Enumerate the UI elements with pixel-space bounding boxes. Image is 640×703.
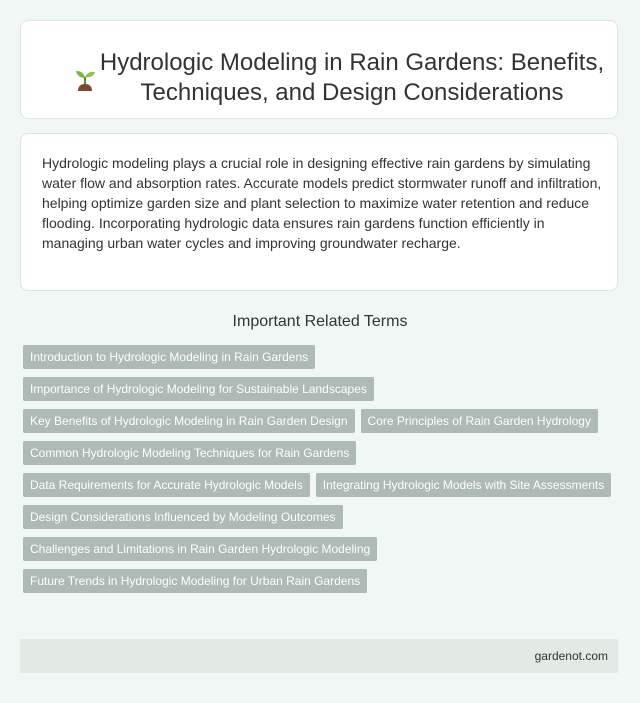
related-term-tag[interactable]: Integrating Hydrologic Models with Site Assessments [316, 473, 611, 497]
page-title: Hydrologic Modeling in Rain Gardens: Benefits, Techniques, and Design Considerations [99, 49, 605, 106]
related-term-tag[interactable]: Core Principles of Rain Garden Hydrology [361, 409, 598, 433]
summary-text: Hydrologic modeling plays a crucial role in designing effective rain gardens by simulating water flow and absorption rates. Accurate models predict stormwater runoff and infiltration, helping optimize garden size and plant selection to maximize water retention and reduce flooding. Incorporating hydrologic data ensures rain gardens function efficiently in managing urban water cycles and improving groundwater recharge. [42, 155, 602, 251]
related-term-tag[interactable]: Common Hydrologic Modeling Techniques for Rain Gardens [23, 441, 356, 465]
related-term-tag[interactable]: Challenges and Limitations in Rain Garden Hydrologic Modeling [23, 537, 377, 561]
related-term-tag[interactable]: Design Considerations Influenced by Modeling Outcomes [23, 505, 343, 529]
sprout-icon [70, 65, 100, 95]
footer [20, 639, 618, 673]
related-term-tag[interactable]: Future Trends in Hydrologic Modeling for Urban Rain Gardens [23, 569, 367, 593]
summary-card [20, 133, 618, 291]
related-terms-heading: Important Related Terms [232, 313, 408, 330]
related-term-tag[interactable]: Data Requirements for Accurate Hydrologic Models [23, 473, 310, 497]
title-card [20, 20, 618, 119]
footer-domain-link[interactable]: gardenot.com [534, 649, 608, 663]
related-term-tag[interactable]: Introduction to Hydrologic Modeling in Rain Gardens [23, 345, 315, 369]
related-term-tag[interactable]: Key Benefits of Hydrologic Modeling in Rain Garden Design [23, 409, 355, 433]
related-terms-list [23, 345, 617, 593]
related-term-tag[interactable]: Importance of Hydrologic Modeling for Sustainable Landscapes [23, 377, 374, 401]
